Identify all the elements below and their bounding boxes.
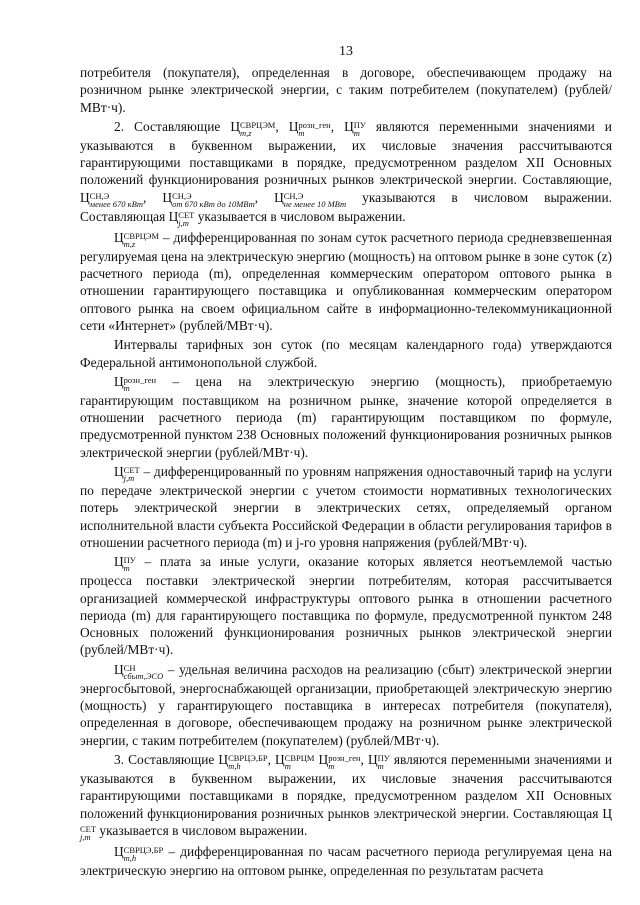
subscript: m	[123, 563, 130, 574]
symbol: Ц	[274, 189, 284, 205]
symbol: Ц	[114, 373, 124, 389]
paragraph-definition-svrce-br	[80, 843, 612, 879]
superscript: ПУ	[123, 555, 136, 566]
text-run: указывается в числовом выражении.	[96, 822, 308, 838]
formula-index	[124, 556, 136, 572]
subscript: m,h	[228, 760, 241, 771]
symbol: Ц	[218, 751, 229, 767]
symbol: Ц	[114, 843, 124, 859]
symbol: Ц	[114, 464, 124, 480]
superscript: СВРЦЭ,БР	[228, 752, 268, 763]
formula-index	[124, 376, 156, 392]
formula-index	[124, 232, 159, 248]
text-run: являются переменными значениями и указываются в буквенном выражении, их числовые значения рассчитываются гарантирующими поставщиками в порядке, предусмотренном разделом XII Основных положений функционирования розничных рынков электрической энергии. Составляющие,	[80, 118, 612, 188]
text-run: указываются в числовом выражении. Составляющая	[80, 189, 612, 224]
paragraph-definition-set	[80, 463, 612, 551]
symbol: Ц	[114, 661, 124, 677]
text-run: – плата за иные услуги, оказание которых является неотъемлемой частью процесса поставки электрической энергии потребителям, которая рассчитывается организацией коммерческой инфраструктуры оптового рынка в отношении расчетного периода (m) для гарантирующего поставщика по формуле, предусмотренной пунктом 248 Основных положений функционирования розничных рынков электрической энергии (рублей/МВт·ч).	[80, 554, 612, 658]
subscript: m	[123, 382, 130, 393]
subscript: m,z	[123, 238, 136, 249]
text-run: 2. Составляющие	[114, 118, 231, 134]
subscript: от 670 кВт до 10МВт	[172, 198, 255, 209]
formula-index	[284, 192, 346, 208]
symbol: Ц	[288, 118, 299, 134]
symbol: Ц	[344, 118, 354, 134]
subscript: j,m	[80, 831, 91, 842]
formula-index	[354, 121, 366, 137]
superscript: ПУ	[353, 119, 366, 130]
paragraph-2: 2. Составляющие Ц СВРЦЭМ m,z , Ц розн_ген m , Ц ПУ m являются переменными значениями и указываются в буквенном выражении, их числовые значения рассчитываются гарантирующими поставщиками в порядке, предусмотренном разделом XII Основных положений функционирования розничных рынков электрической энергии. Составляющие, Ц СН,Э менее 670 кВт , Ц СН,Э от 670 кВт до 10МВт , Ц СН,Э не менее 10 МВт указываются в числовом выражении. Составляющая Ц СЕТ j,m указывается в числовом выражении.	[80, 118, 612, 228]
formula-index	[240, 121, 275, 137]
superscript: СВРЦЭ,БР	[123, 844, 164, 855]
superscript: СЕТ	[178, 209, 195, 220]
symbol: Ц	[275, 751, 285, 767]
page-number: 13	[339, 44, 353, 59]
superscript: СЕТ	[123, 465, 140, 476]
formula-index	[285, 754, 315, 770]
superscript: СН,Э	[283, 190, 304, 201]
formula-index	[298, 121, 330, 137]
paragraph-definition-sn-sbyt	[80, 661, 612, 749]
subscript: m,h	[123, 852, 137, 863]
superscript: СЕТ	[80, 823, 97, 834]
text-run: – дифференцированный по уровням напряжения одноставочный тариф на услуги по передаче электрической энергии с учетом стоимости нормативных технологических потерь электрической энергии в электрических сетях, определяемый органом исполнительной власти субъекта Российской Федерации в области регулирования тарифов в отношении расчетного периода (m) и j-го уровня напряжения (рублей/МВт·ч).	[80, 464, 612, 550]
symbol: Ц	[114, 554, 124, 570]
paragraph-continuation	[80, 64, 612, 116]
subscript: менее 670 кВт	[89, 198, 144, 209]
symbol: Ц	[367, 751, 378, 767]
subscript: не менее 10 МВт	[283, 198, 347, 209]
text-run: Интервалы тарифных зон суток (по месяцам календарного года) утверждаются Федеральной антимонопольной службой.	[80, 337, 612, 370]
superscript: розн_ген	[298, 119, 331, 130]
paragraph-definition-rozn-gen	[80, 373, 612, 461]
superscript: розн_ген	[123, 374, 157, 385]
symbol: Ц	[162, 189, 173, 205]
text-run: – удельная величина расходов на реализацию (сбыт) электрической энергии энергосбытовой, энергоснабжающей организации, приобретающей электрическую энергию (мощность) у гарантирующего поставщика в интересах потребителя (покупателя), определенная в договоре, обеспечивающем продажу на розничном рынке электрической энергии, с таким потребителем (покупателем) (рублей/МВт·ч).	[80, 661, 612, 748]
text-run: указывается в числовом выражении.	[194, 208, 406, 224]
superscript: ПУ	[377, 752, 390, 763]
text-run: являются переменными значениями и указываются в буквенном выражении, их числовые значения рассчитываются гарантирующими поставщиками в порядке, предусмотренном разделом XII Основных положений функционирования розничных рынков электрической энергии. Составляющая	[80, 751, 612, 821]
formula-index	[172, 192, 255, 208]
paragraph-text: потребителя (покупателя), определенная в договоре, обеспечивающем продажу на розничном рынке электрической энергии, с таким потребителем (покупателем) (рублей/МВт·ч).	[80, 65, 612, 115]
formula-index	[378, 754, 390, 770]
superscript: СВРЦЭМ	[239, 119, 276, 130]
symbol: Ц	[114, 229, 124, 245]
subscript: m	[353, 127, 360, 138]
symbol: Ц	[318, 751, 329, 767]
formula-index	[80, 825, 96, 841]
subscript: сбыт,ЭСО	[123, 670, 164, 681]
text-run: – цена на электрическую энергию (мощность), приобретаемую гарантирующим поставщиком на розничном рынке, значение которой определяется в отношении расчетного периода (m) гарантирующим поставщиком по формуле, предусмотренной пунктом 238 Основных положений функционирования розничных рынков электрической энергии (рублей/МВт·ч).	[80, 373, 612, 460]
subscript: j,m	[178, 217, 189, 228]
formula-index	[90, 192, 143, 208]
formula-index	[124, 466, 140, 482]
formula-index	[328, 754, 360, 770]
formula-index	[228, 754, 268, 770]
subscript: m	[377, 760, 384, 771]
superscript: СН,Э	[172, 190, 192, 201]
paragraph-intervals	[80, 336, 612, 371]
symbol: Ц	[168, 208, 179, 224]
superscript: СВРЦЭМ	[123, 230, 160, 241]
symbol: Ц	[230, 118, 240, 134]
superscript: СН	[123, 662, 136, 673]
text-run: 3. Составляющие	[114, 751, 219, 767]
formula-index	[178, 211, 194, 227]
superscript: розн_ген	[328, 752, 361, 763]
subscript: m	[298, 127, 305, 138]
symbol: Ц	[80, 189, 90, 205]
symbol: Ц	[602, 805, 612, 821]
superscript: СН,Э	[89, 190, 110, 201]
subscript: m	[284, 760, 291, 771]
superscript: СВРЦМ	[284, 752, 315, 763]
text-run: – дифференцированная по часам расчетного периода регулируемая цена на электрическую энергию на оптовом рынке, определенная по результатам расчета	[80, 843, 612, 878]
text-run: – дифференцированная по зонам суток расчетного периода средневзвешенная регулируемая цена на электрическую энергию (мощность) на оптовом рынке в зоне суток (z) расчетного периода (m), определенная коммерческим оператором оптового рынка в отношении гарантирующего поставщика и опубликованная коммерческим оператором оптового рынка на своем официальном сайте в информационно-телекоммуникационной сети «Интернет» (рублей/МВт·ч).	[80, 229, 612, 333]
subscript: m	[328, 760, 335, 771]
paragraph-3: 3. Составляющие Ц СВРЦЭ,БР m,h , Ц СВРЦМ m Ц розн_ген m , Ц ПУ m являются переменными значениями и указываются в буквенном выражении, их числовые значения рассчитываются гарантирующими поставщиками в порядке, предусмотренном разделом XII Основных положений функционирования розничных рынков электрической энергии. Составляющая Ц СЕТ j,m указывается в числовом выражении.	[80, 751, 612, 842]
subscript: m,z	[239, 127, 252, 138]
formula-index	[124, 664, 164, 680]
formula-index	[124, 846, 164, 862]
paragraph-definition-pu	[80, 553, 612, 658]
paragraph-definition-svrcem	[80, 229, 612, 334]
subscript: j,m	[123, 473, 135, 484]
